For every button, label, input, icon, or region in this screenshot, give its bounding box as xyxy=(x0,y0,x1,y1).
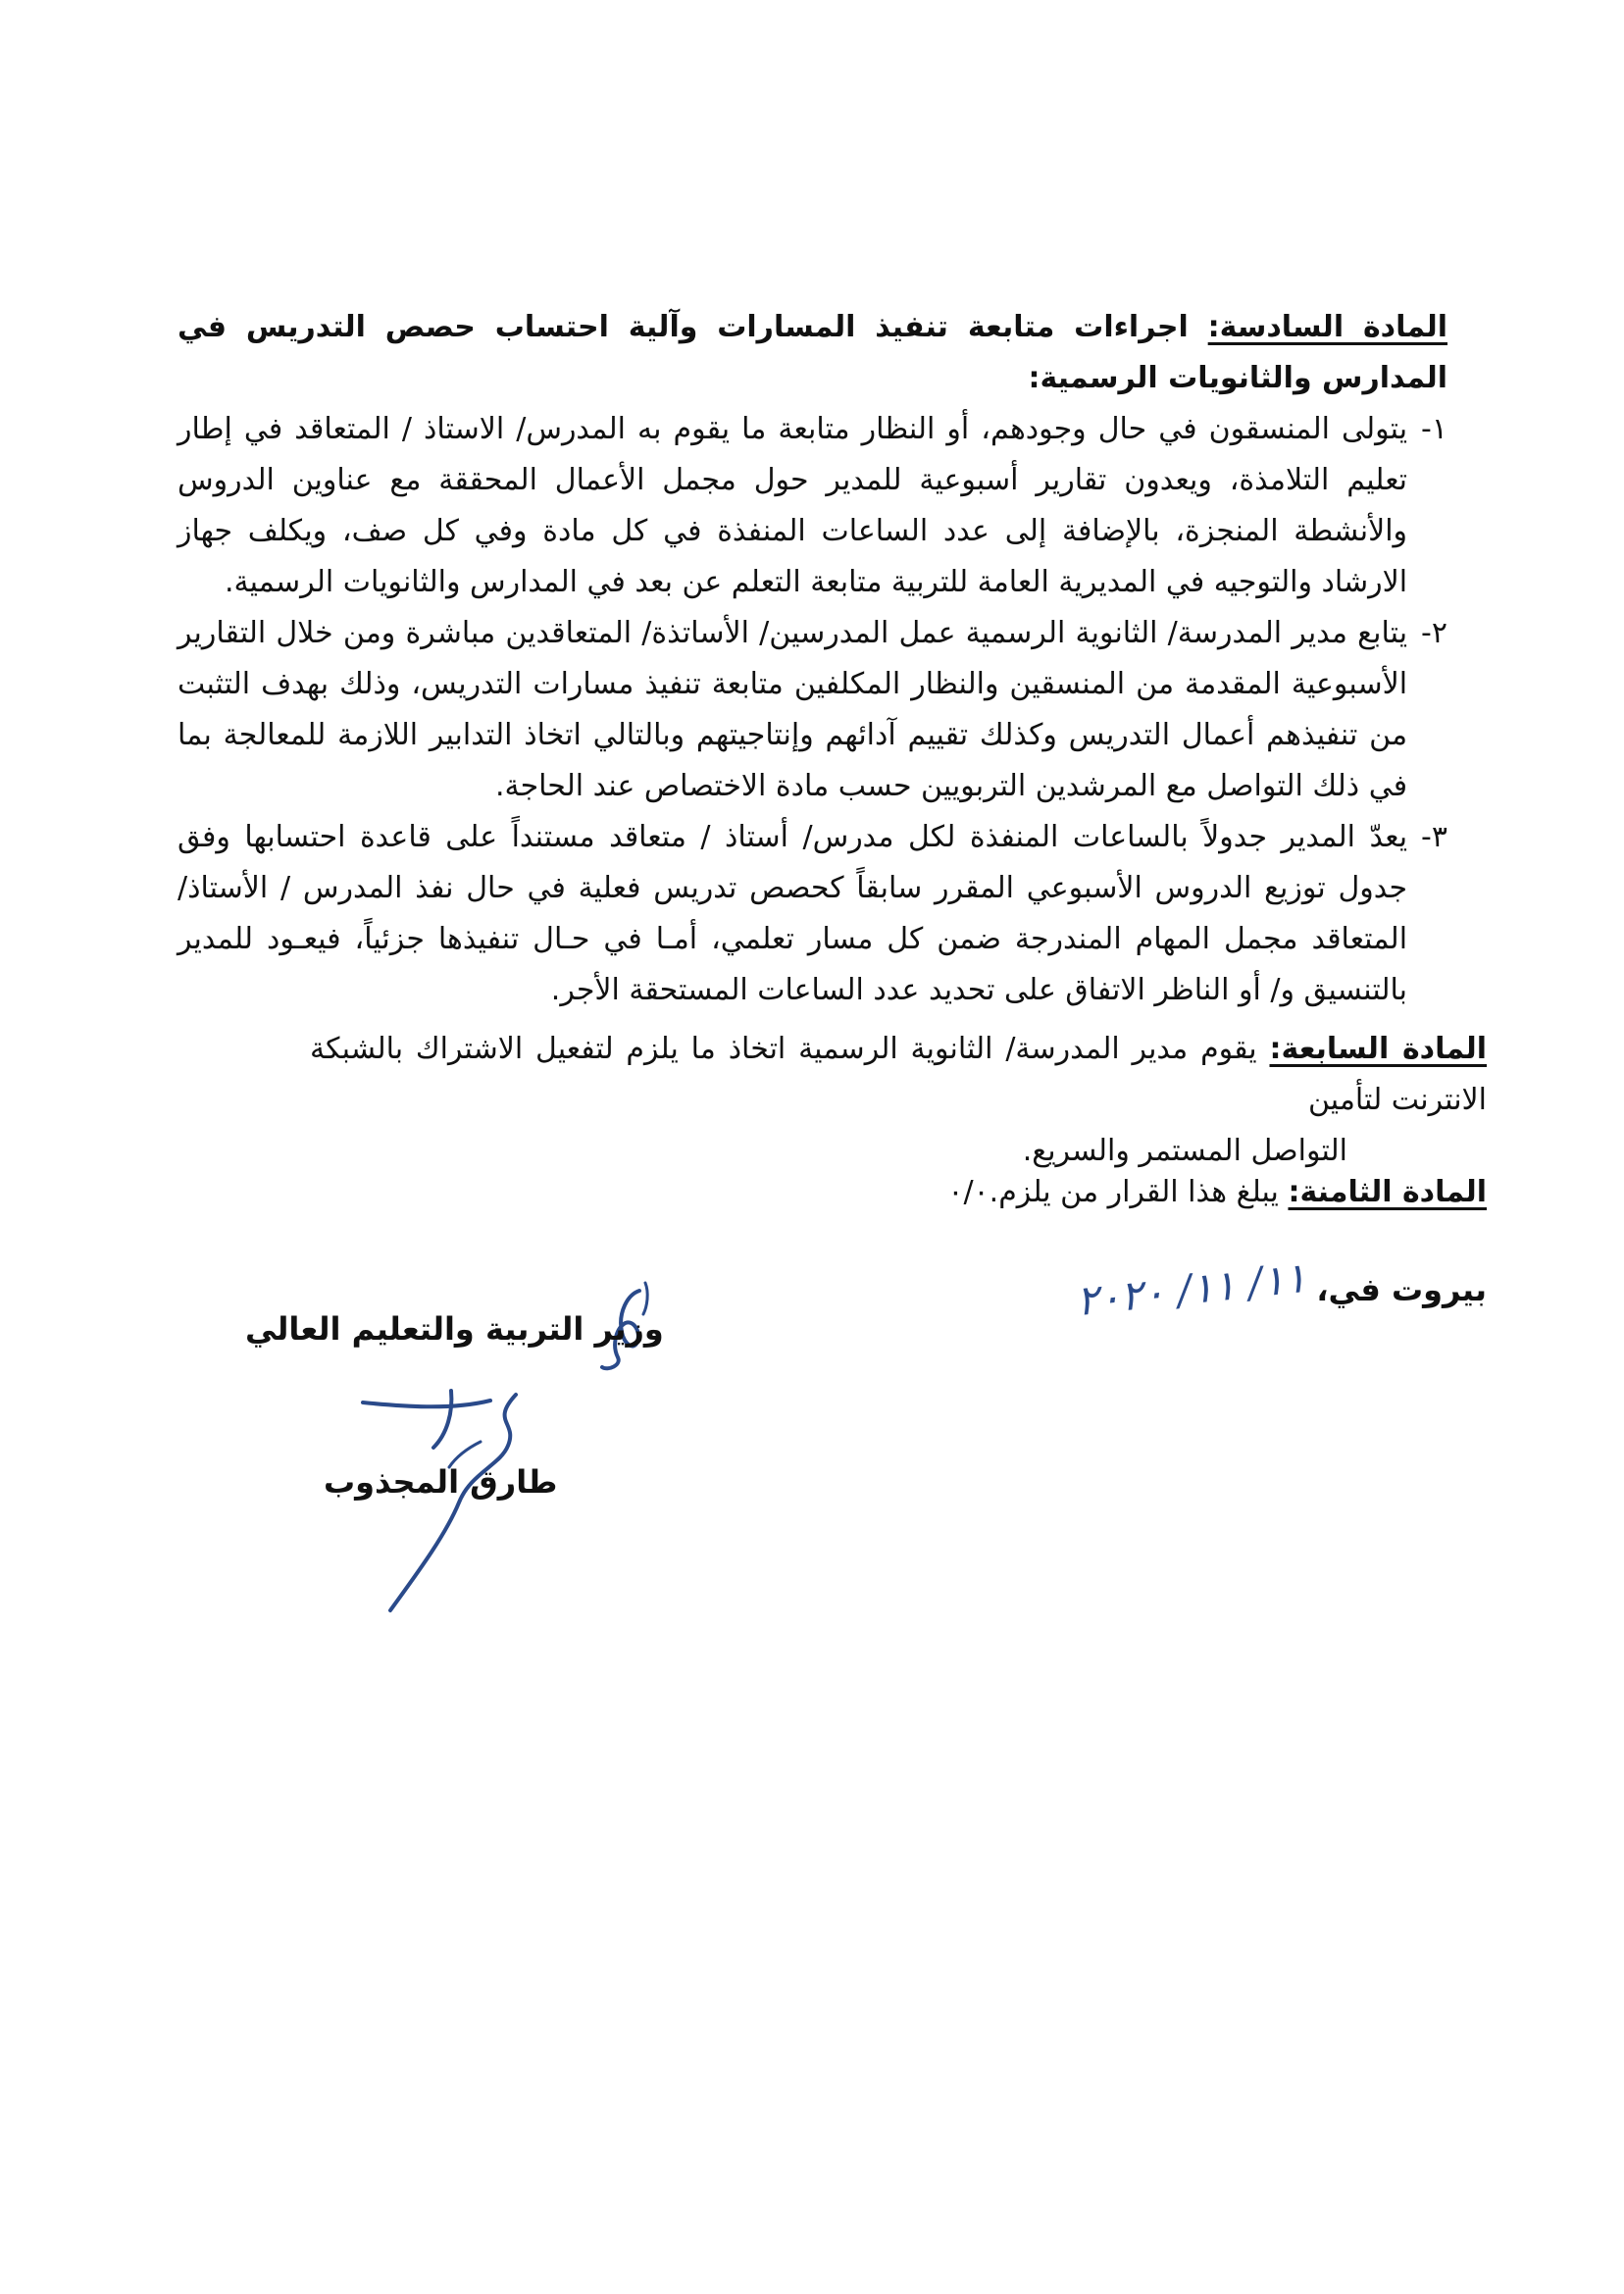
article-seven-text-continued: التواصل المستمر والسريع. xyxy=(1022,1134,1347,1168)
article-eight-text: يبلغ هذا القرار من يلزم.٠/٠ xyxy=(947,1175,1279,1209)
article-six-item-3 xyxy=(178,812,1447,1016)
article-six xyxy=(178,302,1447,1016)
item-text: يتولى المنسقون في حال وجودهم، أو النظار متابعة ما يقوم به المدرس/ الاستاذ / المتعاقد في إطار تعليم التلامذة، ويعدون تقارير أسبوعية للمدير حول مجمل الأعمال المحققة مع عناوين الدروس والأنشطة المنجزة، بالإضافة إلى عدد الساعات المنفذة في كل مادة وفي كل صف، ويكلف جهاز الارشاد والتوجيه في المديرية العامة للتربية متابعة التعلم عن بعد في المدارس والثانويات الرسمية. xyxy=(178,412,1408,599)
item-text: يعدّ المدير جدولاً بالساعات المنفذة لكل مدرس/ أستاذ / متعاقد مستنداً على قاعدة احتسابها وفق جدول توزيع الدروس الأسبوعي المقرر سابقاً كحصص تدريس فعلية في حال نفذ المدرس / الأستاذ/ المتعاقد مجمل المهام المندرجة ضمن كل مسار تعلمي، أمـا في حـال تنفيذها جزئياً، فيعـود للمدير بالتنسيق و/ أو الناظر الاتفاق على تحديد عدد الساعات المستحقة الأجر. xyxy=(178,820,1408,1007)
item-number: ١- xyxy=(1421,412,1447,446)
item-text: يتابع مدير المدرسة/ الثانوية الرسمية عمل المدرسين/ الأساتذة/ المتعاقدين مباشرة ومن خلال التقارير الأسبوعية المقدمة من المنسقين والنظار المكلفين متابعة تنفيذ مسارات التدريس، وذلك بهدف التثبت من تنفيذهم أعمال التدريس وكذلك تقييم آدائهم وإنتاجيتهم وبالتالي اتخاذ التدابير اللازمة للمعالجة بما في ذلك التواصل مع المرشدين التربويين حسب مادة الاختصاص عند الحاجة. xyxy=(178,616,1408,803)
minister-name: طارق المجذوب xyxy=(324,1463,558,1501)
article-eight-label: المادة الثامنة: xyxy=(1288,1175,1487,1209)
article-seven xyxy=(310,1024,1487,1177)
article-six-title: اجراءات متابعة تنفيذ المسارات وآلية احتساب حصص التدريس في المدارس والثانويات الرسمية: xyxy=(178,310,1447,395)
minister-title: وزير التربية والتعليم العالي xyxy=(245,1310,664,1348)
article-seven-text: يقوم مدير المدرسة/ الثانوية الرسمية اتخاذ ما يلزم لتفعيل الاشتراك بالشبكة الانترنت لتأمين xyxy=(310,1032,1487,1117)
article-eight xyxy=(310,1167,1487,1218)
article-six-items xyxy=(178,404,1447,1016)
article-seven-label: المادة السابعة: xyxy=(1269,1032,1487,1066)
article-six-label: المادة السادسة: xyxy=(1207,310,1448,344)
place-label: بيروت في، xyxy=(1316,1270,1487,1308)
minister-signature-icon xyxy=(343,1383,539,1618)
place-and-date xyxy=(1073,1252,1487,1326)
article-six-heading xyxy=(178,302,1447,404)
item-number: ٣- xyxy=(1421,820,1447,854)
item-number: ٢- xyxy=(1421,616,1447,650)
article-six-item-1 xyxy=(178,404,1447,608)
handwritten-date: ١١/ ١١/ ٢٠٢٠ xyxy=(1073,1252,1309,1326)
article-six-item-2 xyxy=(178,608,1447,812)
